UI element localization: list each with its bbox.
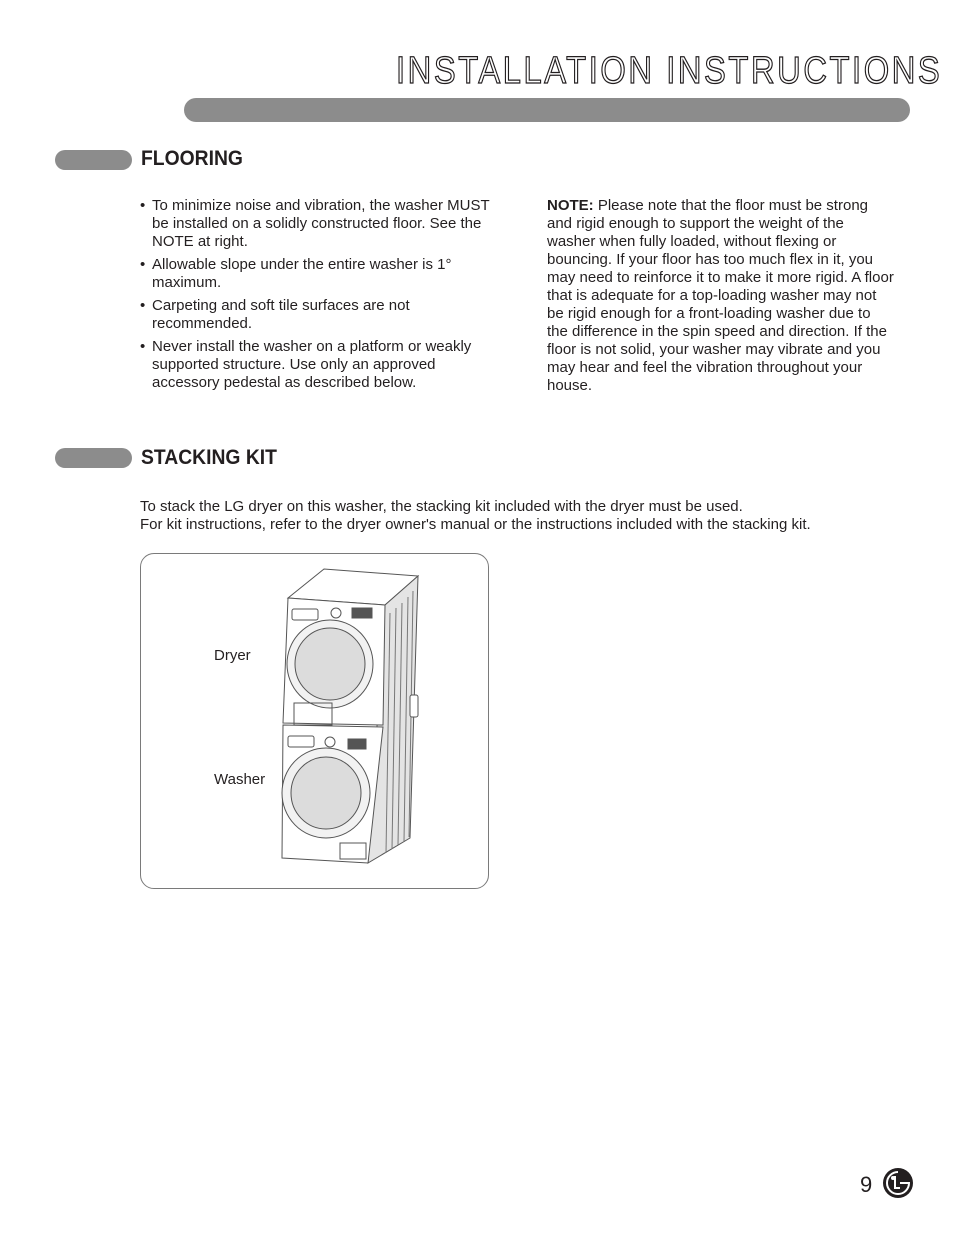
list-item: • Allowable slope under the entire washer is 1° maximum. — [140, 256, 500, 292]
dryer-label: Dryer — [214, 647, 251, 664]
stacking-kit-line-1: To stack the LG dryer on this washer, the stacking kit included with the dryer must be used. — [140, 498, 743, 515]
list-item: • Never install the washer on a platform or weakly supported structure. Use only an approved accessory pedestal as described below. — [140, 338, 500, 392]
washer-label: Washer — [214, 771, 266, 788]
stacking-kit-section-marker — [55, 448, 132, 468]
flooring-bullet-list — [140, 197, 500, 397]
page-title: INSTALLATION INSTRUCTIONS — [396, 50, 943, 92]
stacking-kit-intro — [140, 498, 900, 534]
stacking-kit-line-2: For kit instructions, refer to the dryer owner's manual or the instructions included with the stacking kit. — [140, 516, 811, 533]
stacked-washer-dryer-illustration — [140, 553, 489, 889]
flooring-heading: FLOORING — [141, 147, 243, 170]
title-bar — [184, 98, 910, 122]
flooring-section-marker — [55, 150, 132, 170]
note-text: Please note that the floor must be strong and rigid enough to support the weight of the washer when fully loaded, without flexing or bouncing. If your floor has too much flex in it, you may need to reinforce it to make it more rigid. A floor that is adequate for a top-loading washer may not be rigid enough for a front-loading washer due to the difference in the spin speed and direction. If the floor is not solid, your washer may vibrate and you may hear and feel the vibration throughout your house. — [547, 197, 894, 394]
flooring-note — [547, 197, 895, 395]
list-item: • To minimize noise and vibration, the washer MUST be installed on a solidly constructed floor. See the NOTE at right. — [140, 197, 500, 251]
note-label: NOTE: — [547, 197, 594, 214]
list-item: • Carpeting and soft tile surfaces are not recommended. — [140, 297, 500, 333]
stacking-kit-bracket — [410, 695, 418, 717]
stacking-kit-heading: STACKING KIT — [141, 446, 277, 469]
page-number: 9 — [860, 1172, 873, 1197]
lg-logo-icon — [882, 1167, 914, 1199]
